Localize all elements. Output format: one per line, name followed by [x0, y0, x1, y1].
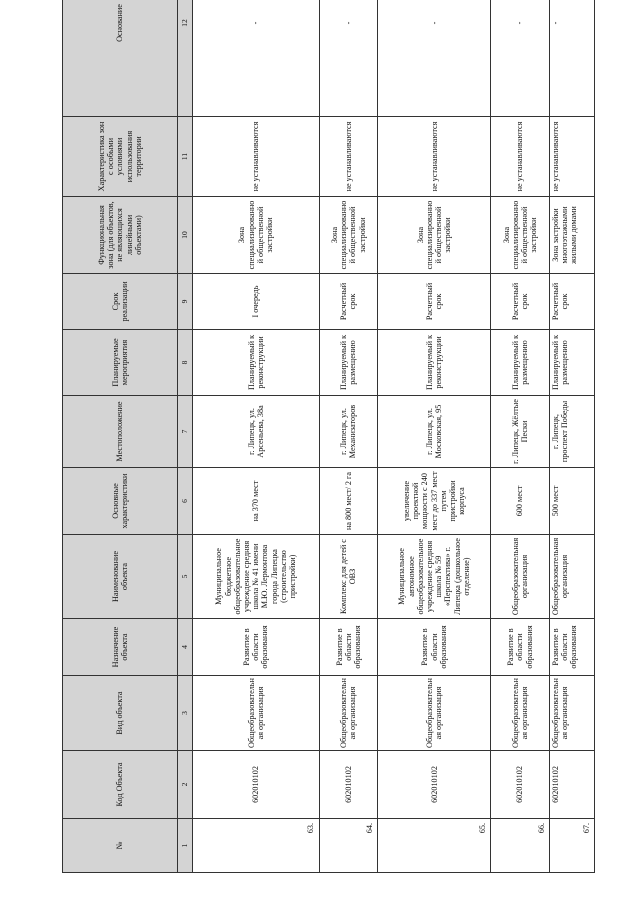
- row-number: 66.: [491, 819, 550, 873]
- column-number: 9: [178, 274, 193, 330]
- header-row: [63, 0, 178, 873]
- column-number: 10: [178, 197, 193, 274]
- object-purpose: Развитие в области образования: [193, 619, 320, 676]
- basis: -: [319, 0, 378, 117]
- functional-zone: Зона застройки многоэтажными жилыми домами: [549, 197, 594, 274]
- object-location: г. Липецк, ул. Механизаторов: [319, 396, 378, 468]
- functional-zone: Зона специализированной общественной застройки: [378, 197, 491, 274]
- zone-characteristics: не устанавливаются: [319, 117, 378, 197]
- object-purpose: Развитие в области образования: [491, 619, 550, 676]
- table-row: [549, 0, 594, 873]
- planned-measures: Планируемый к размещению: [491, 330, 550, 396]
- object-code: 602010102: [549, 751, 594, 819]
- column-number: 12: [178, 0, 193, 117]
- object-name: Муниципальное бюджетное общеобразовательное учреждение средняя школа № 41 имени М.Ю. Лермонтова города Липецка (строительство пристройки): [193, 535, 320, 619]
- planned-measures: Планируемый к реконструкции: [378, 330, 491, 396]
- zone-characteristics: не устанавливаются: [193, 117, 320, 197]
- header-cell: Местоположение: [63, 396, 178, 468]
- object-name: Комплекс для детей с ОВЗ: [319, 535, 378, 619]
- zone-characteristics: не устанавливаются: [378, 117, 491, 197]
- object-location: г. Липецк, Жёлтые Пески: [491, 396, 550, 468]
- basis: -: [193, 0, 320, 117]
- column-number: 8: [178, 330, 193, 396]
- column-number: 4: [178, 619, 193, 676]
- object-code: 602010102: [378, 751, 491, 819]
- column-number: 6: [178, 468, 193, 535]
- object-code: 602010102: [319, 751, 378, 819]
- implementation-term: Расчетный срок: [378, 274, 491, 330]
- header-cell: Вид объекта: [63, 676, 178, 751]
- column-number: 11: [178, 117, 193, 197]
- object-purpose: Развитие в области образования: [319, 619, 378, 676]
- column-number: 1: [178, 819, 193, 873]
- planned-measures: Планируемый к реконструкции: [193, 330, 320, 396]
- row-number: 67.: [549, 819, 594, 873]
- object-type: Общеобразовательная организация: [319, 676, 378, 751]
- object-name: Общеобразовательная организация: [549, 535, 594, 619]
- column-number-row: [178, 0, 193, 873]
- object-characteristics: на 370 мест: [193, 468, 320, 535]
- table-row: [193, 0, 320, 873]
- header-cell: Срок реализации: [63, 274, 178, 330]
- header-cell: Назначение объекта: [63, 619, 178, 676]
- object-characteristics: на 800 мест/ 2 га: [319, 468, 378, 535]
- row-number: 64.: [319, 819, 378, 873]
- object-type: Общеобразовательная организация: [491, 676, 550, 751]
- functional-zone: Зона специализированной общественной застройки: [319, 197, 378, 274]
- planned-measures: Планируемый к размещению: [549, 330, 594, 396]
- functional-zone: Зона специализированной общественной застройки: [193, 197, 320, 274]
- object-purpose: Развитие в области образования: [378, 619, 491, 676]
- header-cell: Код Объекта: [63, 751, 178, 819]
- column-number: 7: [178, 396, 193, 468]
- zone-characteristics: не устанавливаются: [491, 117, 550, 197]
- column-number: 2: [178, 751, 193, 819]
- header-cell: Характеристика зон с особыми условиями использования территории: [63, 117, 178, 197]
- basis: -: [549, 0, 594, 117]
- object-characteristics: 600 мест: [491, 468, 550, 535]
- object-characteristics: увеличение проектной мощности с 240 мест до 337 мест путем пристройки корпуса: [378, 468, 491, 535]
- header-cell: Основные характеристики: [63, 468, 178, 535]
- header-cell: №: [63, 819, 178, 873]
- column-number: 5: [178, 535, 193, 619]
- implementation-term: Расчетный срок: [319, 274, 378, 330]
- header-cell: Наименование объекта: [63, 535, 178, 619]
- object-code: 602010102: [193, 751, 320, 819]
- object-name: Муниципальное автономное общеобразовательное учреждение средняя школа № 59 «Перспектива» г. Липецка (дошкольное отделение): [378, 535, 491, 619]
- implementation-term: I очередь: [193, 274, 320, 330]
- functional-zone: Зона специализированной общественной застройки: [491, 197, 550, 274]
- table-row: [319, 0, 378, 873]
- object-code: 602010102: [491, 751, 550, 819]
- object-location: г. Липецк, проспект Победы: [549, 396, 594, 468]
- object-location: г. Липецк, ул. Арсеньева, 38а: [193, 396, 320, 468]
- implementation-term: Расчетный срок: [549, 274, 594, 330]
- object-location: г. Липецк, ул. Московская, 95: [378, 396, 491, 468]
- header-cell: Планируемые мероприятия: [63, 330, 178, 396]
- zone-characteristics: не устанавливаются: [549, 117, 594, 197]
- implementation-term: Расчетный срок: [491, 274, 550, 330]
- object-type: Общеобразовательная организация: [193, 676, 320, 751]
- basis: -: [491, 0, 550, 117]
- row-number: 63.: [193, 819, 320, 873]
- object-type: Общеобразовательная организация: [549, 676, 594, 751]
- object-type: Общеобразовательная организация: [378, 676, 491, 751]
- row-number: 65.: [378, 819, 491, 873]
- object-name: Общеобразовательная организация: [491, 535, 550, 619]
- object-purpose: Развитие в области образования: [549, 619, 594, 676]
- header-cell: Основание: [63, 0, 178, 117]
- basis: -: [378, 0, 491, 117]
- column-number: 3: [178, 676, 193, 751]
- objects-table: [62, 0, 595, 873]
- header-cell: Функциональная зона (для объектов, не являющихся линейными объектами): [63, 197, 178, 274]
- table-row: [491, 0, 550, 873]
- planned-measures: Планируемый к размещению: [319, 330, 378, 396]
- object-characteristics: 500 мест: [549, 468, 594, 535]
- table-row: [378, 0, 491, 873]
